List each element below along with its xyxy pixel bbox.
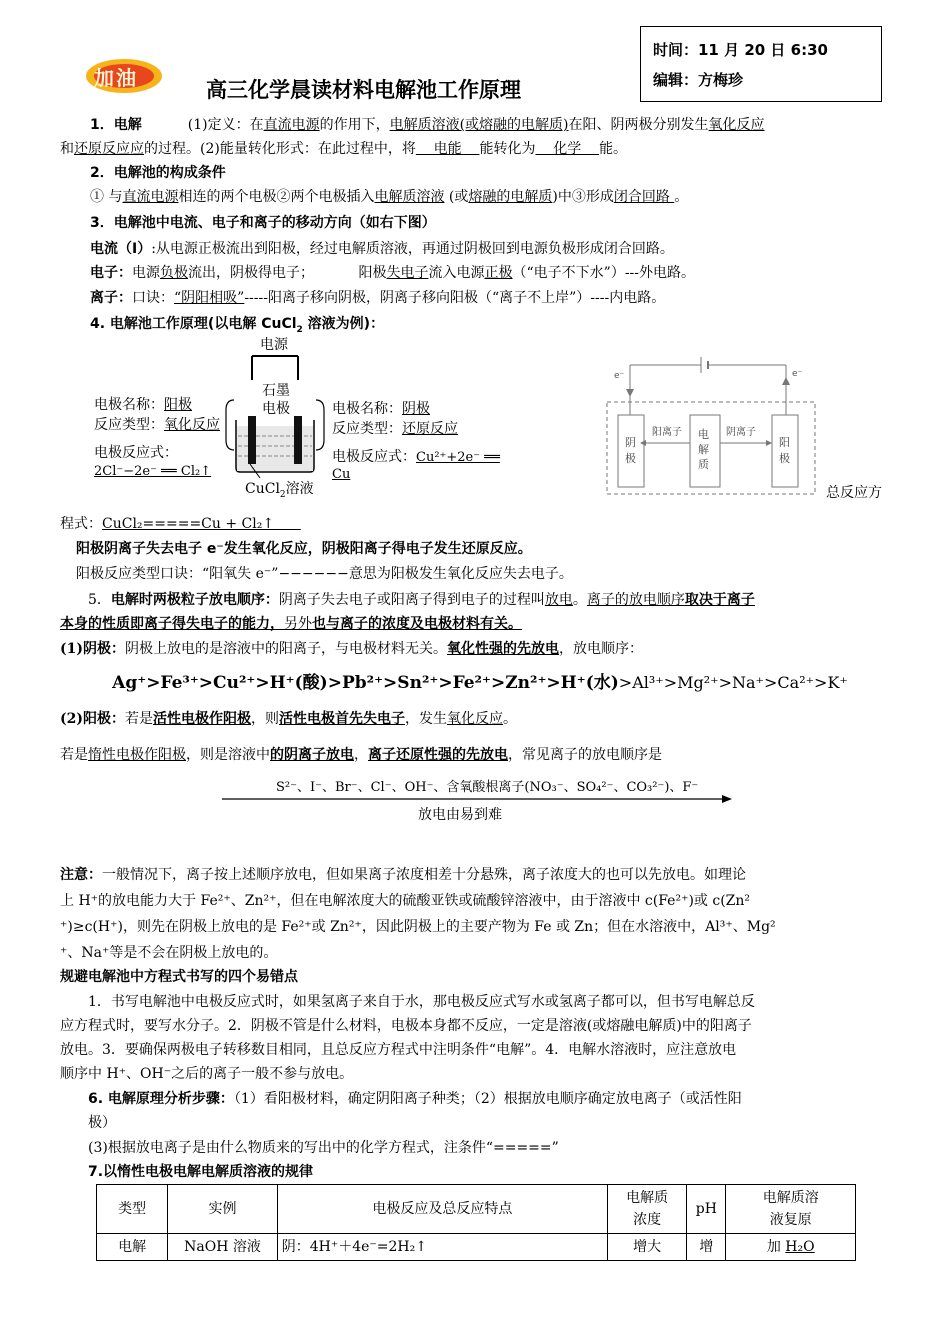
s1-text: 能转化为 — [479, 141, 536, 157]
right-equation-label: 电极反应式： — [332, 449, 416, 465]
anode-label: (2)阳极： — [60, 711, 125, 727]
electron-left-label: e⁻ — [614, 371, 625, 381]
cathode-text: ，放电顺序： — [559, 641, 643, 657]
solution-sub: 2 — [279, 489, 286, 500]
left-reaction-type — [94, 414, 220, 434]
s1-term: 氧化反应 — [708, 117, 765, 133]
errors-text: 放电。3．要确保两极电子转移数目相同，且总反应方程式中注明条件“电解”。4．电解水溶液时，应注意放电 — [60, 1042, 737, 1058]
s6-text: 极） — [88, 1115, 116, 1131]
table-cell-text: 加 — [766, 1239, 786, 1255]
table-header: 电解质溶 液复原 — [726, 1185, 856, 1234]
inert-text: ， — [354, 747, 368, 763]
right-equation-value: Cu²⁺+2e⁻ ══ Cu — [332, 450, 500, 482]
info-box — [640, 26, 882, 102]
left-electrode-name — [94, 394, 192, 414]
anion-order-caption: 放电由易到难 — [418, 807, 502, 823]
anode-line — [60, 708, 900, 730]
ion-term: “阴阳相吸” — [174, 290, 245, 306]
notice-line4 — [60, 940, 900, 966]
s4-heading-sub: 2 — [296, 324, 303, 335]
notice-line3 — [60, 914, 900, 940]
s5-bold: 也与离子的浓度及电极材料有关。 — [312, 616, 522, 632]
table-cell: 电解 — [97, 1234, 168, 1261]
s2-text: (或 — [444, 189, 469, 205]
s4-note1 — [60, 538, 900, 560]
solution-text: CuCl — [245, 481, 280, 497]
page-title: 高三化学晨读材料电解池工作原理 — [206, 78, 521, 102]
inert-term: 离子还原性强的先放电 — [368, 747, 508, 763]
s1-line2 — [60, 138, 900, 160]
s2-term: 直流电源 — [122, 189, 179, 205]
table-header: 类型 — [97, 1185, 168, 1234]
s7-heading — [60, 1161, 900, 1183]
table-header: 电解质 浓度 — [608, 1185, 687, 1234]
s4-heading-end: 溶液为例)： — [302, 316, 385, 332]
current-text: :从电源正极流出到阳极，经过电解质溶液，再通过阴极回到电源负极形成闭合回路。 — [151, 241, 674, 257]
left-equation-label: 电极反应式： — [94, 445, 178, 461]
left-name-value: 阳极 — [164, 397, 192, 413]
s5-text: 另外 — [284, 616, 312, 632]
s5-term: 离子的放电顺序 — [586, 592, 685, 608]
s1-heading: 1．电解 — [90, 117, 142, 133]
cation-label: 阳离子 — [652, 427, 682, 438]
anion-label: 阴离子 — [726, 427, 756, 438]
ion-text: 口诀： — [132, 290, 174, 306]
errors-line3 — [60, 1038, 900, 1062]
electron-text: 流出，阴极得电子； 阳极 — [188, 265, 387, 281]
table-cell: 阴：4H⁺＋4e⁻=2H₂↑ — [277, 1234, 607, 1261]
s1-text: 和 — [60, 141, 74, 157]
errors-line2 — [60, 1014, 900, 1038]
inert-text: ，常见离子的放电顺序是 — [508, 747, 662, 763]
s5-line1 — [60, 589, 900, 611]
electron-term: 正极 — [484, 265, 513, 281]
right-type-value: 还原反应 — [402, 421, 458, 437]
cathode-label: (1)阴极： — [60, 641, 125, 657]
electrolysis-cell-diagram — [90, 337, 520, 500]
total-equation: CuCl₂=====Cu + Cl₂↑ — [102, 516, 301, 532]
errors-heading: 规避电解池中方程式书写的四个易错点 — [60, 969, 298, 985]
s6-line1 — [60, 1088, 900, 1110]
table-cell: 增大 — [608, 1234, 687, 1261]
errors-line1 — [60, 990, 900, 1014]
s4-note2 — [60, 563, 900, 585]
electron-term: 失电子 — [386, 265, 429, 281]
s6-text: (3)根据放电离子是由什么物质来的写出中的化学方程式，注条件“=====” — [88, 1140, 559, 1156]
electrode-label: 电极 — [262, 401, 290, 417]
anion-order-text: S²⁻、I⁻、Br⁻、Cl⁻、OH⁻、含氧酸根离子(NO₃⁻、SO₄²⁻、CO₃²⁻)、F⁻ — [276, 780, 699, 795]
cathode-rule: 氧化性强的先放电 — [447, 641, 559, 657]
s3-heading-text: 3．电解池中电流、电子和离子的移动方向（如右下图） — [90, 215, 436, 231]
s1-text: (1)定义：在 — [187, 117, 264, 133]
notice-label: 注意： — [60, 867, 102, 883]
s4-heading-text: 4. 电解池工作原理(以电解 CuCl — [90, 316, 297, 332]
errors-text: 顺序中 H⁺、OH⁻之后的离子一般不参与放电。 — [60, 1066, 354, 1082]
s2-term: 熔融的电解质 — [468, 189, 553, 205]
notice-line2 — [60, 888, 900, 914]
s7-heading-text: 7.以惰性电极电解电解质溶液的规律 — [88, 1164, 314, 1180]
table-cell: 增 — [687, 1234, 726, 1261]
errors-text: 1．书写电解池中电极反应式时，如果氢离子来自于水，那电极反应式写水或氢离子都可以，但书写电解总反 — [88, 994, 755, 1010]
graphite-label: 石墨 — [262, 383, 290, 399]
s2-text: ① 与 — [90, 189, 123, 205]
s2-line — [60, 186, 900, 208]
s1-term: 还原反应应 — [74, 141, 144, 157]
s5-bold: 本身的性质即离子得失电子的能力， — [60, 616, 284, 632]
total-reaction-label: 总反应方 — [826, 485, 882, 501]
errors-text: 应方程式时，要写水分子。2．阴极不管是什么材料，电极本身都不反应，一定是溶液(或熔融电解质)中的阳离子 — [60, 1018, 752, 1034]
inert-line — [60, 744, 900, 766]
left-type-value: 氧化反应 — [164, 417, 220, 433]
inert-text: ，则是溶液中 — [186, 747, 270, 763]
electron-term: 负极 — [160, 265, 188, 281]
s1-term: 电解质溶液(或熔融的电解质) — [389, 117, 569, 133]
s2-text: )中③形成 — [552, 189, 614, 205]
anode-term: 活性电极首先失电子 — [279, 711, 405, 727]
s1-text: 能。 — [599, 141, 628, 157]
total-equation-line — [60, 513, 900, 535]
s5-heading: 电解时两极粒子放电顺序： — [110, 592, 279, 608]
power-source-label: 电源 — [260, 337, 288, 353]
anode-term: 氧化反应 — [447, 711, 503, 727]
s2-term: 电解质溶液 — [374, 189, 445, 205]
cathode-line — [60, 638, 900, 660]
ion-label: 离子： — [90, 290, 132, 306]
left-name-label: 电极名称： — [94, 397, 164, 413]
anode-text: ，则 — [251, 711, 279, 727]
s2-text: 相连的两个电极②两个电极插入 — [178, 189, 375, 205]
table-header: 实例 — [168, 1185, 277, 1234]
s3-ion — [60, 287, 900, 309]
errors-line4 — [60, 1062, 900, 1086]
electron-text: （“电子不下水”）---外电路。 — [512, 265, 696, 281]
s4-heading — [60, 313, 900, 341]
table-cell: NaOH 溶液 — [168, 1234, 277, 1261]
s6-heading: 6. 电解原理分析步骤： — [88, 1091, 234, 1107]
anode-term: 活性电极作阳极 — [153, 711, 251, 727]
s5-term: 放电 — [544, 592, 573, 608]
s5-num: 5． — [88, 592, 111, 608]
order-bold: Ag⁺>Fe³⁺>Cu²⁺>H⁺(酸)>Pb²⁺>Sn²⁺>Fe²⁺>Zn²⁺>H⁺(水) — [112, 673, 619, 693]
cathode-text: 阴极上放电的是溶液中的阳离子，与电极材料无关。 — [125, 641, 447, 657]
s1-line1 — [60, 114, 900, 136]
order-rest: >Al³⁺>Mg²⁺>Na⁺>Ca²⁺>K⁺ — [618, 673, 848, 692]
right-reaction-type — [332, 418, 458, 438]
anode-text: 若是 — [125, 711, 153, 727]
s5-bold: 取决于离子 — [684, 592, 755, 608]
anode-text: 。 — [503, 711, 517, 727]
table-cell — [726, 1234, 856, 1261]
anode-box-label: 阳 极 — [779, 436, 790, 465]
table-header-row — [97, 1185, 856, 1234]
anion-order-diagram — [222, 776, 732, 828]
s1-text: 的作用下， — [319, 117, 390, 133]
left-equation: 2Cl⁻−2e⁻ ══ Cl₂↑ — [94, 464, 212, 479]
s6-text: （1）看阳极材料，确定阴阳离子种类；（2）根据放电顺序确定放电离子（或活性阳 — [233, 1091, 742, 1107]
notice-text: ⁺、Na⁺等是不会在阴极上放电的。 — [60, 945, 278, 961]
s5-line2 — [60, 613, 900, 635]
current-label: 电流（I） — [90, 241, 152, 257]
s6-line3 — [60, 1137, 900, 1159]
note1-text: 阳极阴离子失去电子 e⁻发生氧化反应，阴极阳离子得电子发生还原反应。 — [76, 541, 532, 557]
s1-blank: 电能 — [415, 141, 480, 157]
solution-label — [245, 478, 314, 500]
s5-text: 。 — [572, 592, 587, 608]
electron-text: 电源 — [132, 265, 160, 281]
anode-text: ，发生 — [405, 711, 447, 727]
solution-end: 溶液 — [285, 481, 314, 497]
s3-current — [60, 238, 900, 260]
cathode-box-label: 阴 极 — [625, 436, 636, 465]
inert-term: 惰性电极作阳极 — [88, 747, 186, 763]
s1-text: 的过程。(2)能量转化形式：在此过程中，将 — [144, 141, 416, 157]
s2-text: 。 — [674, 189, 689, 205]
s2-heading — [60, 162, 900, 184]
right-type-label: 反应类型： — [332, 421, 402, 437]
notice-text: 上 H⁺的放电能力大于 Fe²⁺、Zn²⁺，但在电解浓度大的硫酸亚铁或硫酸锌溶液中，由于溶液中 c(Fe²⁺)或 c(Zn² — [60, 893, 751, 909]
total-label-cont: 程式： — [60, 516, 102, 532]
inert-text: 若是 — [60, 747, 88, 763]
right-name-label: 电极名称： — [332, 401, 402, 417]
ion-text: -----阳离子移向阴极，阴离子移向阳极（“离子不上岸”）----内电路。 — [244, 290, 666, 306]
table-cell-term: H₂O — [785, 1239, 815, 1255]
inert-term: 的阴离子放电 — [270, 747, 354, 763]
cation-discharge-order — [60, 670, 900, 696]
s1-blank: 化学 — [535, 141, 600, 157]
s3-heading — [60, 212, 900, 234]
editor-label: 编辑：方梅珍 — [653, 71, 744, 89]
logo — [84, 56, 164, 96]
notice-line1 — [60, 862, 900, 888]
notice-text: ⁺)≥c(H⁺)，则先在阴极上放电的是 Fe²⁺或 Zn²⁺，因此阴极上的主要产物为 Fe 或 Zn；但在水溶液中，Al³⁺、Mg² — [60, 919, 776, 935]
electrolysis-rules-table — [96, 1184, 856, 1261]
s3-electron — [60, 262, 900, 284]
time-label: 时间：11 月 20 日 6:30 — [653, 41, 828, 59]
left-type-label: 反应类型： — [94, 417, 164, 433]
s1-text: 在阳、阴两极分别发生 — [568, 117, 709, 133]
table-header: 电极反应及总反应特点 — [277, 1185, 607, 1234]
logo-text: 加油 — [94, 66, 138, 90]
ion-movement-diagram — [606, 355, 816, 495]
electron-text: 流入电源 — [428, 265, 485, 281]
s2-heading-text: 2．电解池的构成条件 — [90, 165, 226, 181]
table-row — [97, 1234, 856, 1261]
s1-term: 直流电源 — [263, 117, 320, 133]
right-equation — [332, 446, 520, 482]
right-name-value: 阴极 — [402, 401, 430, 417]
electrolyte-box-label: 电 解 质 — [698, 428, 709, 471]
s5-text: 阴离子失去电子或阳离子得到电子的过程叫 — [278, 592, 545, 608]
s2-term: 闭合回路 — [613, 189, 675, 205]
right-electrode-name — [332, 398, 430, 418]
note2-text: 阳极反应类型口诀：“阳氧失 e⁻”−−−−−−意思为阳极发生氧化反应失去电子。 — [76, 566, 573, 582]
table-header: pH — [687, 1185, 726, 1234]
notice-text: 一般情况下，离子按上述顺序放电，但如果离子浓度相差十分悬殊，离子浓度大的也可以先放电。如理论 — [102, 867, 746, 883]
s6-line2 — [60, 1112, 900, 1134]
electron-right-label: e⁻ — [792, 369, 803, 379]
electron-label: 电子： — [90, 265, 132, 281]
